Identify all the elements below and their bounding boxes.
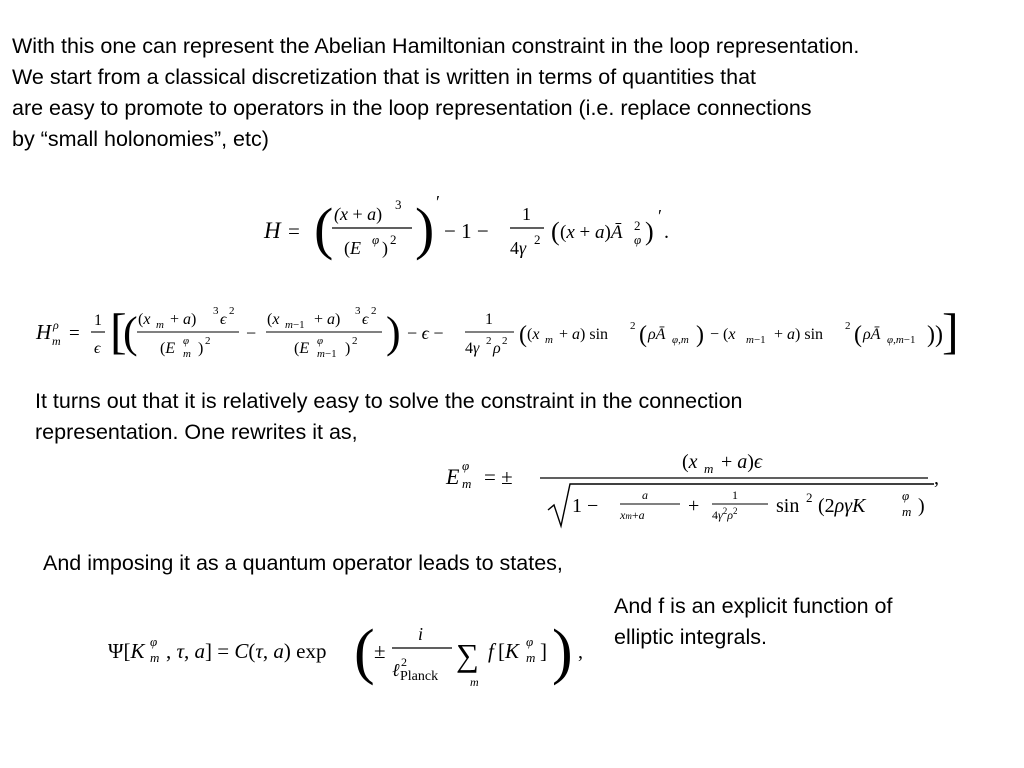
svg-text:m−1: m−1 (317, 348, 337, 360)
svg-text:]: ] (540, 639, 547, 663)
intro-paragraph (12, 31, 859, 155)
svg-text:(2ργK: (2ργK (818, 495, 866, 517)
svg-text:φ,m−1: φ,m−1 (887, 334, 916, 346)
svg-text:m: m (150, 650, 160, 665)
svg-text:2: 2 (502, 335, 508, 347)
imposing-text: And imposing it as a quantum operator leads to states, (43, 551, 563, 575)
svg-text:m: m (704, 461, 714, 476)
svg-text:,: , (934, 467, 939, 489)
svg-text:1: 1 (485, 311, 493, 328)
svg-text:a: a (642, 488, 648, 502)
svg-text:,: , (578, 641, 583, 663)
svg-text:(: ( (314, 196, 334, 261)
svg-text:2: 2 (352, 335, 358, 347)
intro-line-3: are easy to promote to operators in the loop representation (i.e. replace connections (12, 96, 812, 120)
svg-text:φ: φ (462, 458, 470, 473)
svg-text:): ) (345, 340, 351, 357)
svg-text:3: 3 (213, 305, 219, 317)
svg-text:m−1: m−1 (746, 334, 766, 346)
hamiltonian-equation (262, 192, 722, 272)
solve-paragraph (35, 386, 742, 448)
svg-text:m: m (183, 348, 191, 360)
svg-text:1: 1 (522, 204, 531, 224)
svg-text:ℓ: ℓ (392, 660, 400, 680)
svg-text:− 1 −: − 1 − (444, 219, 489, 243)
svg-text:φ: φ (372, 232, 380, 247)
svg-text:m−1: m−1 (285, 319, 305, 331)
svg-text:H: H (36, 320, 52, 344)
svg-text:Planck: Planck (400, 669, 439, 684)
svg-text:Ψ[K: Ψ[K (108, 639, 145, 663)
svg-text:2: 2 (229, 305, 235, 317)
svg-text:sin: sin (776, 495, 800, 517)
svg-text:[K: [K (498, 639, 520, 663)
svg-text:4γ: 4γ (465, 340, 480, 357)
svg-text:xm+a: xm+a (620, 508, 645, 522)
svg-text:(x + a): (x + a) (334, 204, 383, 224)
svg-text:i: i (418, 624, 424, 644)
svg-text:φ: φ (150, 634, 158, 649)
svg-text:E: E (446, 464, 460, 489)
svg-text:(x + a)Ā: (x + a)Ā (560, 222, 623, 243)
svg-text:, τ, a] = C(τ, a) exp: , τ, a] = C(τ, a) exp (166, 639, 327, 663)
svg-text:f: f (488, 639, 494, 663)
svg-text:3: 3 (355, 305, 361, 317)
svg-text:+ a) sin: + a) sin (774, 326, 824, 343)
intro-line-1: With this one can represent the Abelian Hamiltonian constraint in the loop representation. (12, 34, 860, 58)
svg-text:m: m (526, 650, 536, 665)
svg-text:=: = (288, 219, 300, 243)
svg-text:′: ′ (436, 192, 440, 212)
svg-text:[: [ (110, 303, 127, 359)
svg-text:φ: φ (634, 232, 642, 247)
f-function-note (614, 591, 892, 653)
svg-text:m: m (156, 319, 164, 331)
svg-text:ϵ: ϵ (94, 340, 101, 357)
svg-text:): ) (645, 217, 654, 246)
svg-text:+ a)ϵ: + a)ϵ (721, 451, 763, 473)
svg-text:+ a): + a) (170, 311, 197, 328)
svg-text:φ,m: φ,m (672, 334, 689, 346)
svg-text:ρĀ: ρĀ (648, 326, 666, 343)
solve-line-2: representation. One rewrites it as, (35, 420, 358, 444)
svg-text:=: = (69, 323, 80, 344)
svg-text:ρ: ρ (53, 318, 59, 332)
solve-line-1: It turns out that it is relatively easy to solve the constraint in the connection (35, 389, 743, 413)
svg-text:]: ] (942, 303, 959, 359)
svg-text:+ a): + a) (314, 311, 341, 328)
svg-text:): ) (415, 196, 435, 261)
svg-text:): ) (696, 322, 704, 348)
svg-text:2: 2 (806, 490, 813, 505)
svg-text:+ a) sin: + a) sin (559, 326, 609, 343)
svg-text:ρ: ρ (493, 340, 501, 357)
discrete-hamiltonian-equation (34, 300, 1024, 370)
svg-text:m: m (462, 476, 472, 491)
svg-text:2: 2 (390, 232, 397, 247)
svg-text:(x: (x (267, 311, 280, 328)
svg-text:(E: (E (160, 340, 176, 357)
svg-text:(: ( (854, 322, 862, 348)
svg-text:(: ( (639, 322, 647, 348)
svg-text:±: ± (374, 639, 386, 663)
intro-line-2: We start from a classical discretization that is written in terms of quantities that (12, 65, 757, 89)
svg-text:2: 2 (534, 232, 541, 247)
svg-text:φ: φ (902, 488, 910, 503)
svg-text:+: + (688, 495, 700, 517)
svg-text:∑: ∑ (456, 637, 479, 673)
svg-text:H: H (264, 218, 281, 243)
svg-text:): ) (382, 238, 388, 258)
svg-text:3: 3 (395, 197, 402, 212)
svg-text:.: . (664, 221, 669, 243)
svg-text:m: m (470, 675, 479, 689)
svg-text:2: 2 (630, 320, 636, 332)
svg-text:2: 2 (401, 655, 407, 669)
svg-text:ρĀ: ρĀ (863, 326, 881, 343)
svg-text:): ) (198, 340, 204, 357)
f-note-line-2: elliptic integrals. (614, 625, 767, 649)
svg-text:−: − (246, 323, 257, 343)
svg-text:(: ( (123, 308, 138, 357)
svg-text:1 −: 1 − (572, 495, 599, 517)
svg-text:(: ( (354, 618, 375, 686)
svg-text:4γ2ρ2: $4\gamma^2\rho^2$ (712, 506, 738, 522)
svg-text:4γ: 4γ (510, 238, 527, 258)
svg-text:): ) (386, 308, 401, 357)
svg-text:(: ( (551, 217, 560, 246)
svg-text:(E: (E (344, 238, 361, 258)
intro-line-4: by “small holonomies”, etc) (12, 127, 269, 151)
svg-text:ϵ: ϵ (362, 311, 369, 328)
svg-text:)): )) (927, 322, 943, 348)
svg-text:(x: (x (527, 326, 540, 343)
svg-text:m: m (52, 334, 61, 348)
svg-text:(E: (E (294, 340, 310, 357)
svg-text:2: 2 (845, 320, 851, 332)
svg-text:− (x: − (x (710, 326, 736, 343)
svg-text:): ) (552, 618, 573, 686)
svg-text:φ: φ (317, 335, 324, 347)
svg-text:= ±: = ± (484, 465, 513, 489)
svg-text:2: 2 (634, 218, 641, 233)
svg-text:1: 1 (732, 488, 738, 502)
svg-text:2: 2 (371, 305, 377, 317)
svg-text:φ: φ (526, 634, 534, 649)
svg-text:− ϵ −: − ϵ − (407, 323, 444, 343)
svg-text:φ: φ (183, 335, 190, 347)
svg-text:(: ( (519, 322, 527, 348)
svg-text:(x: (x (682, 451, 698, 473)
svg-text:1: 1 (94, 312, 102, 329)
electric-field-solution-equation (444, 442, 954, 532)
svg-text:m: m (902, 504, 912, 519)
svg-text:2: 2 (486, 335, 492, 347)
svg-text:m: m (545, 334, 553, 346)
svg-text:): ) (918, 495, 925, 517)
svg-text:ϵ: ϵ (220, 311, 227, 328)
wavefunction-equation (106, 610, 596, 710)
svg-text:2: 2 (205, 335, 211, 347)
svg-text:(x: (x (138, 311, 151, 328)
svg-text:′: ′ (658, 206, 662, 226)
f-note-line-1: And f is an explicit function of (614, 594, 893, 618)
